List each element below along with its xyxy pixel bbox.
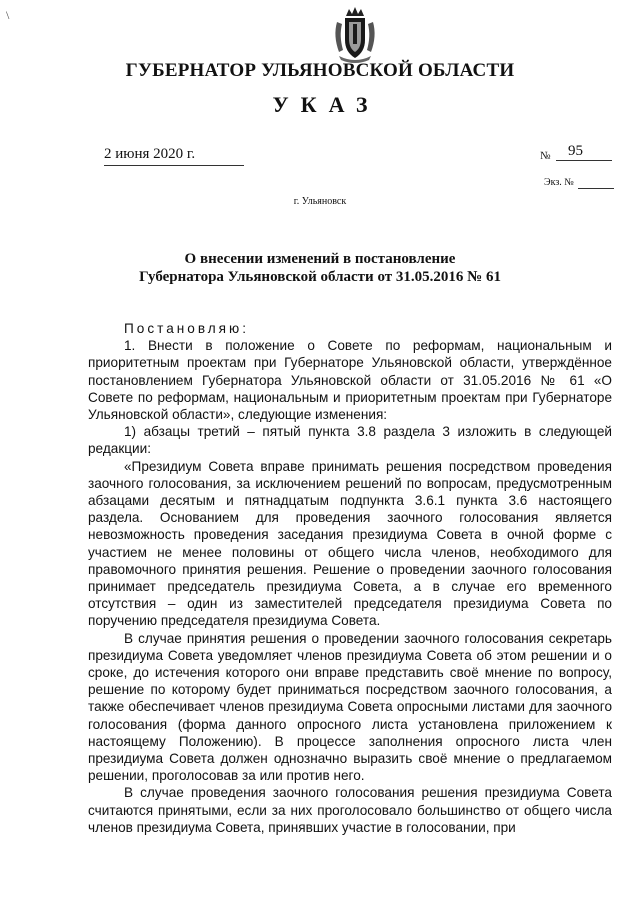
heading-line-1: О внесении изменений в постановление: [184, 251, 456, 267]
org-title: ГУБЕРНАТОР УЛЬЯНОВСКОЙ ОБЛАСТИ: [125, 60, 515, 81]
paragraph-subitem-1: 1) абзацы третий – пятый пункта 3.8 раздела 3 изложить в следующей редакции:: [88, 424, 612, 457]
document-date: 2 июня 2020 г.: [104, 146, 244, 166]
paragraph-quote-2: В случае принятия решения о проведении заочного голосования секретарь президиума Совета уведомляет членов президиума Совета об этом решении и о сроке, до истечения которого они вправе представить своё мнение по вопросу, решение по которому будет приниматься посредством заочного голосования, а также обеспечивает членов президиума Совета опросными листами для заочного голосования (форма данного опросного листа установлена приложением к настоящему Положению). В процессе заполнения опросного листа член президиума Совета должен однозначно выразить своё мнение о предлагаемом решении, проголосовав за или против него.: [88, 630, 612, 784]
heading-line-2: Губернатора Ульяновской области от 31.05.2016 № 61: [139, 269, 501, 285]
corner-mark: \: [6, 8, 10, 22]
number-prefix: №: [540, 150, 551, 162]
document-body: [88, 320, 612, 836]
paragraph-item-1: 1. Внести в положение о Совете по реформам, национальным и приоритетным проектам при Губернаторе Ульяновской области, утверждённое постановлением Губернатора Ульяновской области от 31.05.2016 № 61 «О Совете по реформам, национальным и приоритетным проектам при Губернаторе Ульяновской области», следующие изменения:: [88, 338, 612, 423]
paragraph-quote-1: «Президиум Совета вправе принимать решения посредством проведения заочного голосования, за исключением решений по вопросам, предусмотренным абзацами десятым и пятнадцатым подпункта 3.6.1 пункта 3.6 настоящего раздела. Основанием для проведения заочного голосования является невозможность проведения заседания президиума Совета в очной форме с участием не менее половины от общего числа членов, необходимого для правомочного принятия решения. Решение о проведении заочного голосования принимает председатель президиума Совета, а в случае его временного отсутствия – один из заместителей председателя президиума Совета по поручению председателя президиума Совета.: [88, 458, 612, 629]
copy-number-label: Экз. №: [544, 177, 574, 188]
document-type: УКАЗ: [272, 92, 380, 117]
copy-number-line: [578, 188, 614, 189]
document-heading: [80, 250, 560, 286]
city-label: г. Ульяновск: [293, 196, 347, 207]
paragraph-quote-3: В случае проведения заочного голосования решения президиума Совета считаются принятыми, если за них проголосовало большинство от общего числа членов президиума Совета, принявших участие в голосовании, при: [88, 785, 612, 835]
coat-of-arms-emblem: [331, 6, 379, 64]
decree-intro: Постановляю:: [124, 321, 250, 336]
document-number: 95: [556, 143, 612, 161]
